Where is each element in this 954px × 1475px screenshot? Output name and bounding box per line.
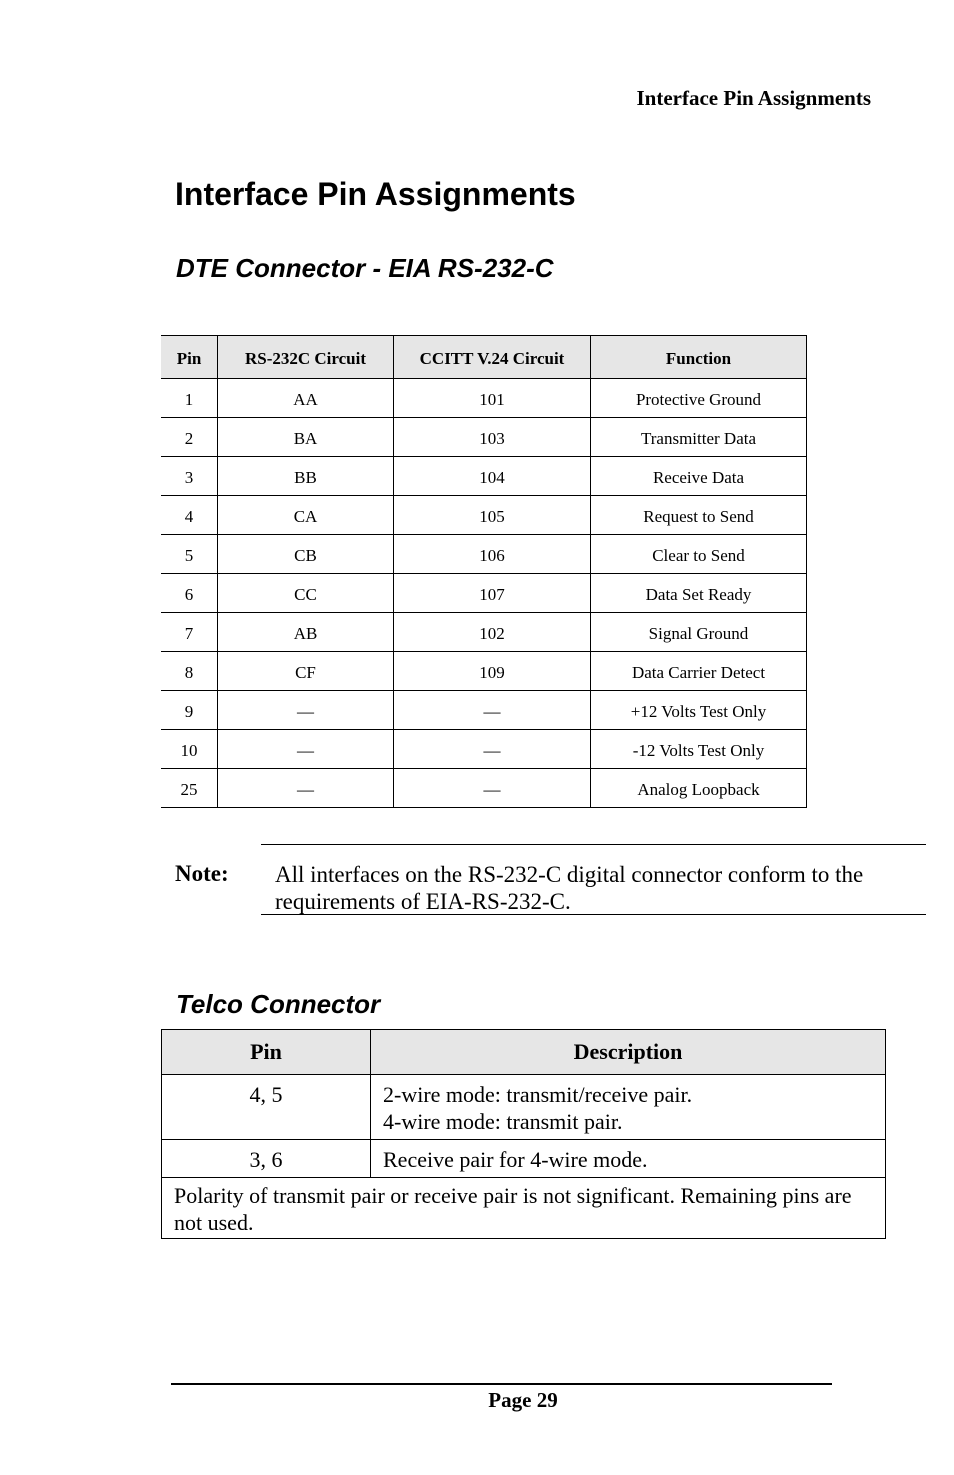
cell-ccitt-circuit: — xyxy=(394,769,591,808)
note-label: Note: xyxy=(175,861,229,886)
description-line: 4-wire mode: transmit pair. xyxy=(383,1109,623,1134)
cell-ccitt-circuit: 106 xyxy=(394,535,591,574)
cell-function: Transmitter Data xyxy=(591,418,807,457)
table-row xyxy=(161,535,807,574)
cell-function: Analog Loopback xyxy=(591,769,807,808)
cell-ccitt-circuit: 107 xyxy=(394,574,591,613)
dte-header-row xyxy=(161,336,807,379)
cell-description xyxy=(371,1075,886,1140)
cell-ccitt-circuit: 102 xyxy=(394,613,591,652)
telco-footnote-row xyxy=(162,1178,886,1239)
col-header-rs232c-circuit: RS-232C Circuit xyxy=(218,336,394,379)
col-header-pin: Pin xyxy=(161,336,218,379)
col-header-function: Function xyxy=(591,336,807,379)
cell-function: Data Carrier Detect xyxy=(591,652,807,691)
table-row xyxy=(161,691,807,730)
cell-pin: 7 xyxy=(161,613,218,652)
cell-pin: 4, 5 xyxy=(162,1075,371,1140)
cell-function: Signal Ground xyxy=(591,613,807,652)
cell-pin: 3 xyxy=(161,457,218,496)
note-rule-bottom xyxy=(261,914,926,915)
cell-function: +12 Volts Test Only xyxy=(591,691,807,730)
cell-ccitt-circuit: — xyxy=(394,691,591,730)
cell-rs232c-circuit: BA xyxy=(218,418,394,457)
cell-pin: 3, 6 xyxy=(162,1140,371,1178)
table-row xyxy=(161,496,807,535)
cell-rs232c-circuit: — xyxy=(218,691,394,730)
table-row xyxy=(162,1075,886,1140)
cell-description xyxy=(371,1140,886,1178)
page-number: Page 29 xyxy=(488,1388,558,1412)
cell-function: Clear to Send xyxy=(591,535,807,574)
dte-section-title: DTE Connector - EIA RS-232-C xyxy=(176,253,554,283)
cell-rs232c-circuit: — xyxy=(218,730,394,769)
note-rule-top xyxy=(261,844,926,845)
cell-pin: 4 xyxy=(161,496,218,535)
col-header-pin: Pin xyxy=(162,1030,371,1075)
cell-ccitt-circuit: — xyxy=(394,730,591,769)
cell-pin: 2 xyxy=(161,418,218,457)
cell-function: Protective Ground xyxy=(591,379,807,418)
cell-rs232c-circuit: AB xyxy=(218,613,394,652)
cell-function: Request to Send xyxy=(591,496,807,535)
cell-ccitt-circuit: 104 xyxy=(394,457,591,496)
cell-function: Receive Data xyxy=(591,457,807,496)
cell-rs232c-circuit: BB xyxy=(218,457,394,496)
telco-pin-table xyxy=(161,1029,886,1239)
cell-function: Data Set Ready xyxy=(591,574,807,613)
table-row xyxy=(161,574,807,613)
cell-ccitt-circuit: 105 xyxy=(394,496,591,535)
cell-pin: 6 xyxy=(161,574,218,613)
table-row xyxy=(162,1140,886,1178)
cell-ccitt-circuit: 103 xyxy=(394,418,591,457)
note-text: All interfaces on the RS-232-C digital connector conform to the requirements of EIA-RS-232-C. xyxy=(275,862,864,914)
table-row xyxy=(161,652,807,691)
running-head: Interface Pin Assignments xyxy=(636,86,871,110)
cell-rs232c-circuit: CB xyxy=(218,535,394,574)
table-row xyxy=(161,730,807,769)
description-line: Receive pair for 4-wire mode. xyxy=(383,1147,648,1172)
dte-pin-table xyxy=(161,335,807,808)
page-title: Interface Pin Assignments xyxy=(175,176,576,212)
cell-pin: 25 xyxy=(161,769,218,808)
col-header-description: Description xyxy=(371,1030,886,1075)
cell-pin: 10 xyxy=(161,730,218,769)
cell-rs232c-circuit: CA xyxy=(218,496,394,535)
cell-pin: 1 xyxy=(161,379,218,418)
table-row xyxy=(161,769,807,808)
cell-pin: 9 xyxy=(161,691,218,730)
col-header-ccitt-circuit: CCITT V.24 Circuit xyxy=(394,336,591,379)
telco-header-row xyxy=(162,1030,886,1075)
cell-rs232c-circuit: CC xyxy=(218,574,394,613)
table-row xyxy=(161,457,807,496)
footer-rule xyxy=(171,1383,832,1385)
cell-ccitt-circuit: 101 xyxy=(394,379,591,418)
cell-ccitt-circuit: 109 xyxy=(394,652,591,691)
cell-rs232c-circuit: — xyxy=(218,769,394,808)
cell-pin: 8 xyxy=(161,652,218,691)
telco-footnote: Polarity of transmit pair or receive pair is not significant. Remaining pins are not used. xyxy=(162,1178,886,1239)
table-row xyxy=(161,613,807,652)
description-line: 2-wire mode: transmit/receive pair. xyxy=(383,1082,693,1107)
telco-section-title: Telco Connector xyxy=(176,989,381,1019)
table-row xyxy=(161,418,807,457)
cell-rs232c-circuit: AA xyxy=(218,379,394,418)
table-row xyxy=(161,379,807,418)
cell-pin: 5 xyxy=(161,535,218,574)
cell-function: -12 Volts Test Only xyxy=(591,730,807,769)
cell-rs232c-circuit: CF xyxy=(218,652,394,691)
